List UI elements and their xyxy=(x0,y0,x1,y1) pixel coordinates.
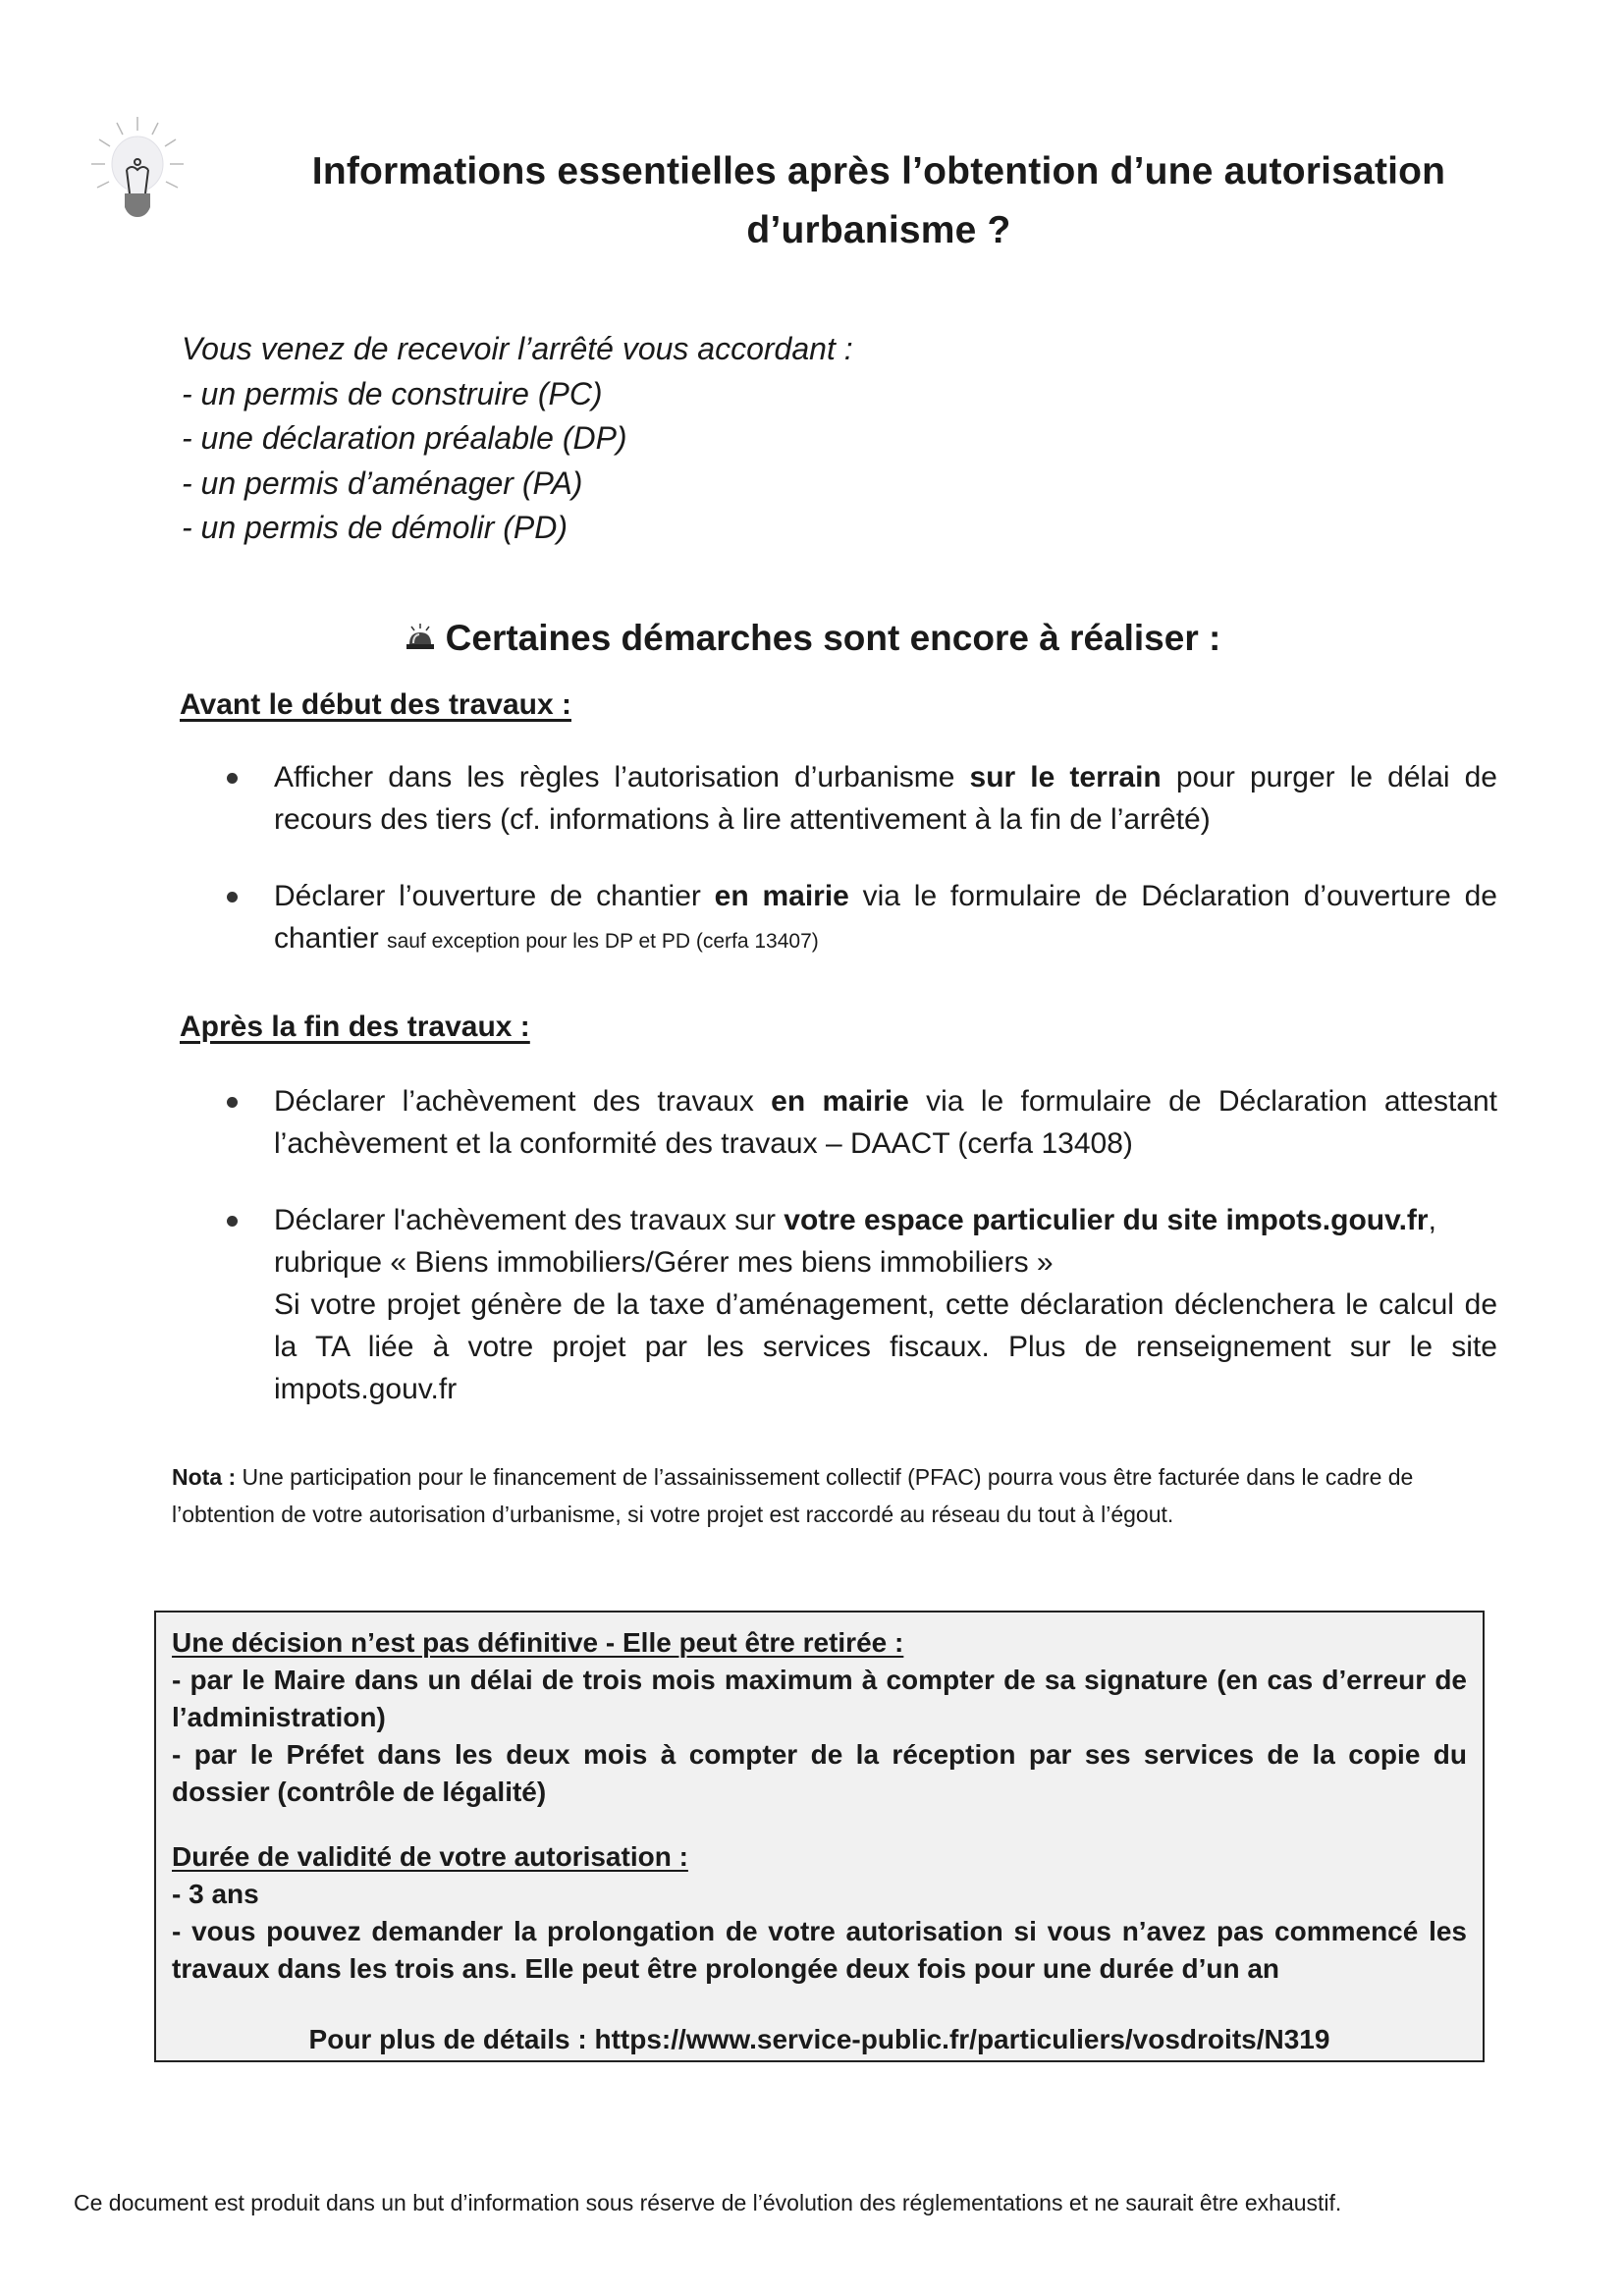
after-works-list xyxy=(221,1080,1497,1445)
bullet-icon xyxy=(227,892,238,902)
list-item: Afficher dans les règles l’autorisation d’urbanisme sur le terrain pour purger le délai de recours des tiers (cf. informations à lire attentivement à la fin de l’arrêté) xyxy=(221,756,1497,841)
before-works-heading: Avant le début des travaux : xyxy=(180,688,571,721)
permit-type-item: - un permis de démolir (PD) xyxy=(182,510,568,545)
footer-disclaimer: Ce document est produit dans un but d’information sous réserve de l’évolution des réglementations et ne saurait être exhaustif. xyxy=(74,2190,1342,2215)
bullet-icon xyxy=(227,773,238,784)
list-item: Déclarer l'achèvement des travaux sur votre espace particulier du site impots.gouv.fr, rubrique « Biens immobiliers/Gérer mes biens immobiliers » Si votre projet génère de la taxe d’aménagement, cette déclaration déclenchera le calcul de la TA liée à votre projet par les services fiscaux. Plus de renseignement sur le site impots.gouv.fr xyxy=(221,1199,1497,1410)
alarm-bell-icon xyxy=(403,616,438,645)
intro-section xyxy=(182,327,853,551)
after-works-heading: Après la fin des travaux : xyxy=(180,1011,530,1043)
steps-heading: Certaines démarches sont encore à réaliser : xyxy=(0,614,1623,663)
page-title: Informations essentielles après l’obtention d’une autorisation d’urbanisme ? xyxy=(311,150,1446,251)
permit-type-item: - un permis de construire (PC) xyxy=(182,375,603,411)
validity-item: - 3 ans xyxy=(172,1879,259,1909)
validity-heading: Durée de validité de votre autorisation : xyxy=(172,1841,688,1872)
intro-lead: Vous venez de recevoir l’arrêté vous accordant : xyxy=(182,331,853,366)
withdrawal-item: - par le Maire dans un délai de trois mois maximum à compter de sa signature (en cas d’erreur de l’administration) xyxy=(172,1665,1467,1732)
withdrawal-item: - par le Préfet dans les deux mois à compter de la réception par ses services de la copie du dossier (contrôle de légalité) xyxy=(172,1739,1467,1807)
details-line: Pour plus de détails : https://www.service-public.fr/particuliers/vosdroits/N319 xyxy=(308,2024,1330,2054)
permit-type-item: - un permis d’aménager (PA) xyxy=(182,465,583,501)
bullet-icon xyxy=(227,1216,238,1227)
withdrawal-heading: Une décision n’est pas définitive - Elle peut être retirée : xyxy=(172,1627,904,1658)
important-info-box xyxy=(154,1611,1485,2062)
before-works-list xyxy=(221,756,1497,997)
list-item: Déclarer l’achèvement des travaux en mairie via le formulaire de Déclaration attestant l’achèvement et la conformité des travaux – DAACT (cerfa 13408) xyxy=(221,1080,1497,1165)
list-item: Déclarer l’ouverture de chantier en mairie via le formulaire de Déclaration d’ouverture de chantier sauf exception pour les DP et PD (cerfa 13407) xyxy=(221,875,1497,962)
validity-item: - vous pouvez demander la prolongation de votre autorisation si vous n’avez pas commencé les travaux dans les trois ans. Elle peut être prolongée deux fois pour une durée d’un an xyxy=(172,1916,1467,1984)
nota-note: Nota : Une participation pour le financement de l’assainissement collectif (PFAC) pourra vous être facturée dans le cadre de l’obtention de votre autorisation d’urbanisme, si votre projet est raccordé au réseau du tout à l’égout. xyxy=(172,1464,1414,1527)
service-public-link[interactable]: https://www.service-public.fr/particuliers/vosdroits/N319 xyxy=(594,2024,1330,2054)
lightbulb-icon xyxy=(83,113,191,231)
permit-type-item: - une déclaration préalable (DP) xyxy=(182,420,627,456)
bullet-icon xyxy=(227,1097,238,1108)
